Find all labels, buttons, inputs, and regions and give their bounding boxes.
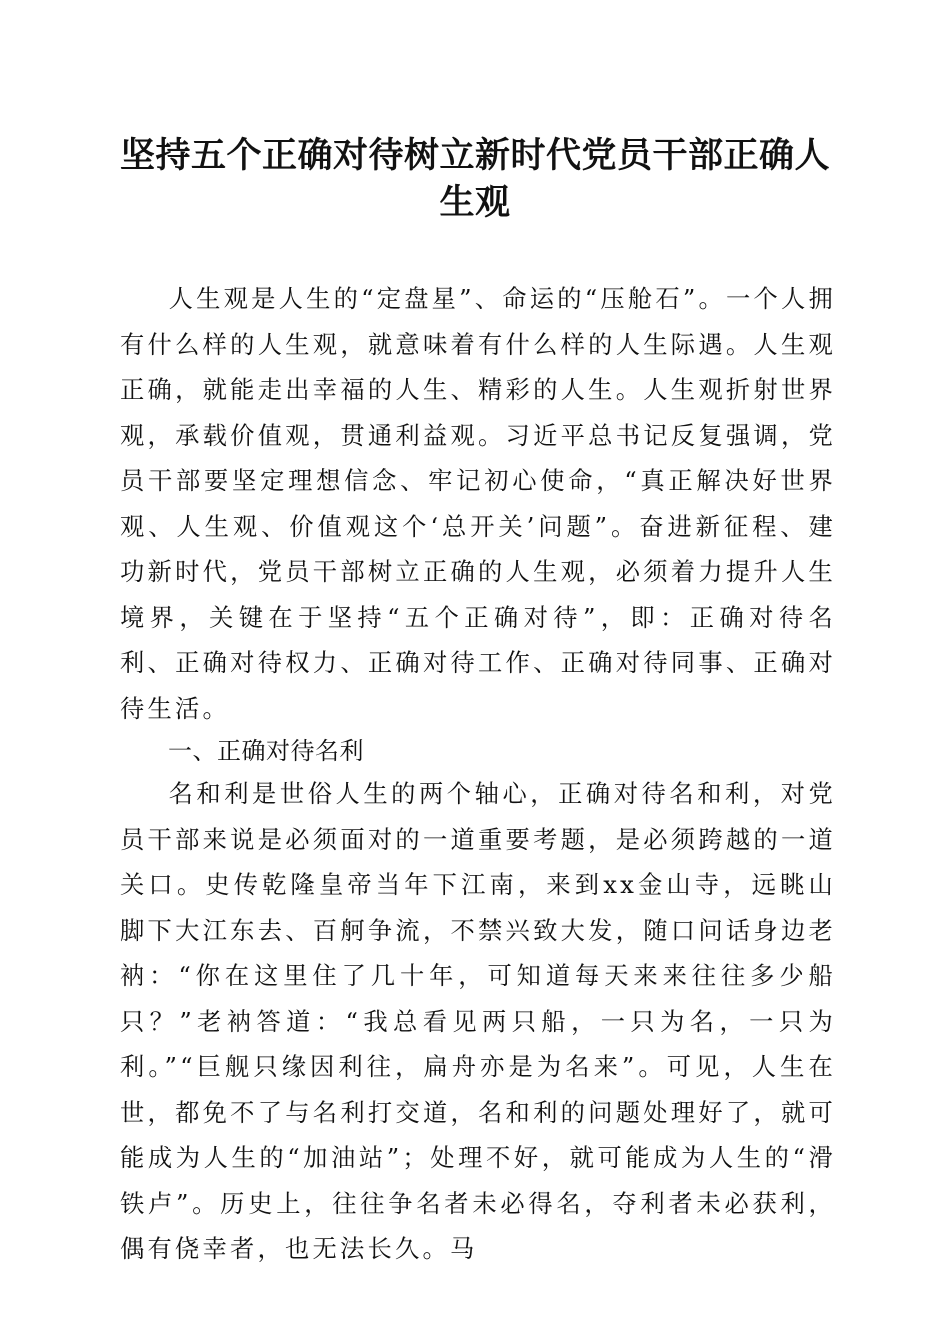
- section-heading: 一、正确对待名利: [168, 737, 364, 765]
- section-paragraph: 名和利是世俗人生的两个轴心，正确对待名和利，对党员干部来说是必须面对的一道重要考题，是必须跨越的一道关口。史传乾隆皇帝当年下江南，来到xx金山寺，远眺山脚下大江东去、百舸争流，不禁兴致大发，随口问话身边老衲：“你在这里住了几十年，可知道每天来来往往多少船只？”老衲答道：“我总看见两只船，一只为名，一只为利。”“巨舰只缘因利往，扁舟亦是为名来”。可见，人生在世，都免不了与名利打交道，名和利的问题处理好了，就可能成为人生的“加油站”；处理不好，就可能成为人生的“滑铁卢”。历史上，往往争名者未必得名，夺利者未必获利，偶有侥幸者，也无法长久。马: [120, 779, 836, 1263]
- document-title: 坚持五个正确对待树立新时代党员干部正确人生观: [119, 136, 830, 223]
- intro-paragraph: 人生观是人生的“定盘星”、命运的“压舱石”。一个人拥有什么样的人生观，就意味着有什么样的人生际遇。人生观正确，就能走出幸福的人生、精彩的人生。人生观折射世界观，承载价值观，贯通利益观。习近平总书记反复强调，党员干部要坚定理想信念、牢记初心使命，“真正解决好世界观、人生观、价值观这个‘总开关’问题”。奋进新征程、建功新时代，党员干部树立正确的人生观，必须着力提升人生境界，关键在于坚持“五个正确对待”，即：正确对待名利、正确对待权力、正确对待工作、正确对待同事、正确对待生活。: [120, 284, 837, 723]
- document-body: [120, 276, 836, 1272]
